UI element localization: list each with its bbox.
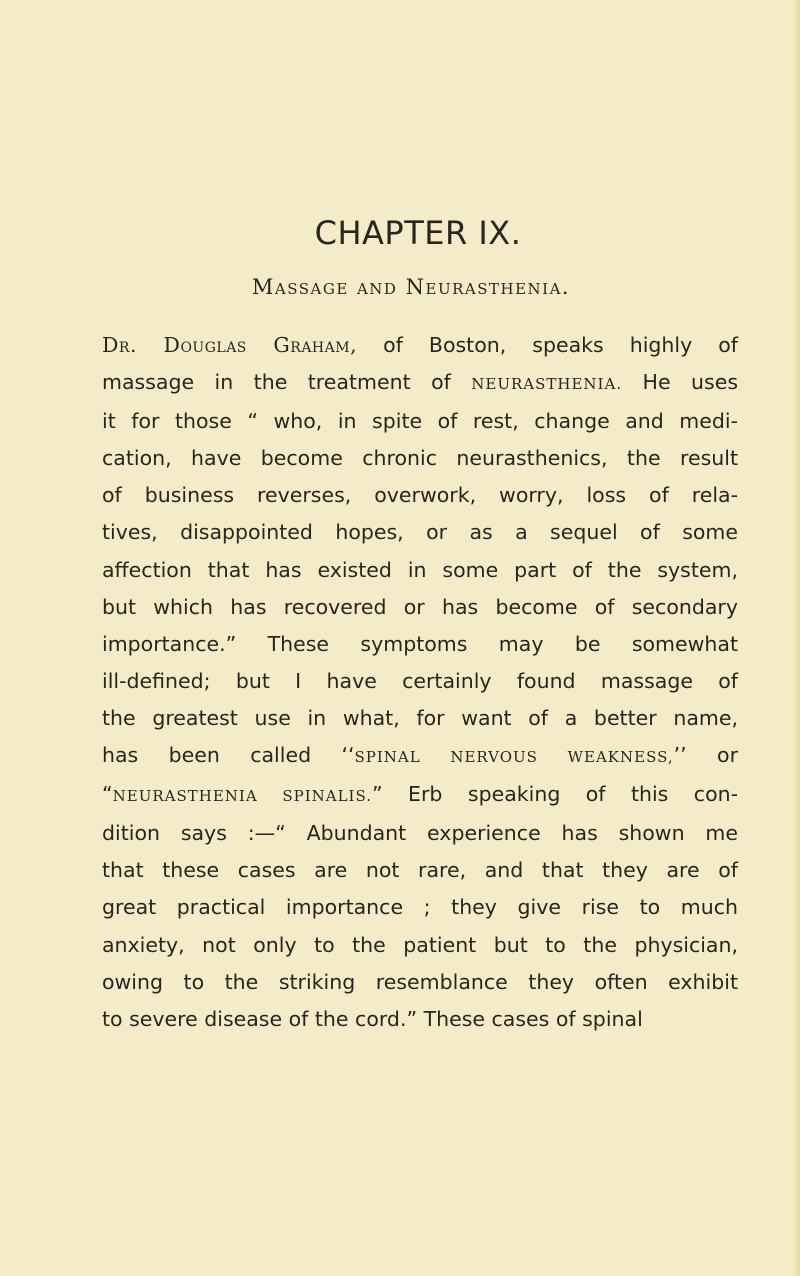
text-fragment: ’’ or — [673, 743, 738, 768]
body-paragraph — [102, 327, 738, 1038]
text-line-17: anxiety, not only to the patient but to the physician, — [102, 932, 738, 957]
text-fragment: He uses — [622, 370, 738, 395]
text-fragment: ” Erb speaking of this con- — [372, 782, 739, 807]
text-fragment: of Boston, speaks highly of — [357, 333, 738, 357]
text-line-6: tives, disappointed hopes, or as a sequel of some — [102, 520, 738, 545]
text-line-9: importance.” These symptoms may be somewhat — [102, 631, 738, 656]
text-fragment: “ — [102, 782, 113, 807]
text-line-8: but which has recovered or has become of secondary — [102, 594, 738, 619]
chapter-title: Massage and Neurasthenia. — [251, 275, 571, 299]
text-fragment: massage in the treatment of — [102, 370, 472, 395]
text-line-13 — [102, 776, 738, 815]
text-line-14: dition says :—“ Abundant experience has shown me — [102, 821, 738, 846]
text-line-19: to severe disease of the cord.” These cases of spinal — [102, 1006, 643, 1031]
text-line-11: the greatest use in what, for want of a better name, — [102, 705, 738, 730]
page-edge-shadow — [792, 0, 800, 1276]
text-line-2 — [102, 364, 738, 403]
small-caps-term: SPINAL NERVOUS WEAKNESS, — [354, 748, 674, 767]
small-caps-term: NEURASTHENIA SPINALIS. — [112, 787, 372, 806]
text-fragment: has been called ‘‘ — [102, 743, 355, 768]
text-line-4: cation, have become chronic neurasthenics, the result — [102, 446, 738, 471]
text-line-18: owing to the striking resemblance they often exhibit — [102, 969, 738, 994]
text-line-1 — [102, 327, 738, 364]
text-line-5: of business reverses, overwork, worry, loss of rela- — [102, 483, 738, 508]
author-name: Dr. Douglas Graham, — [102, 333, 358, 357]
small-caps-term: NEURASTHENIA. — [471, 375, 623, 394]
chapter-heading: CHAPTER IX. — [314, 214, 522, 252]
text-line-16: great practical importance ; they give rise to much — [102, 895, 738, 920]
text-line-3: it for those “ who, in spite of rest, change and medi- — [102, 409, 738, 434]
text-line-7: affection that has existed in some part of the system, — [102, 557, 738, 582]
text-line-10: ill-defined; but I have certainly found massage of — [102, 668, 738, 693]
text-line-15: that these cases are not rare, and that they are of — [102, 858, 738, 883]
text-line-12 — [102, 737, 738, 776]
